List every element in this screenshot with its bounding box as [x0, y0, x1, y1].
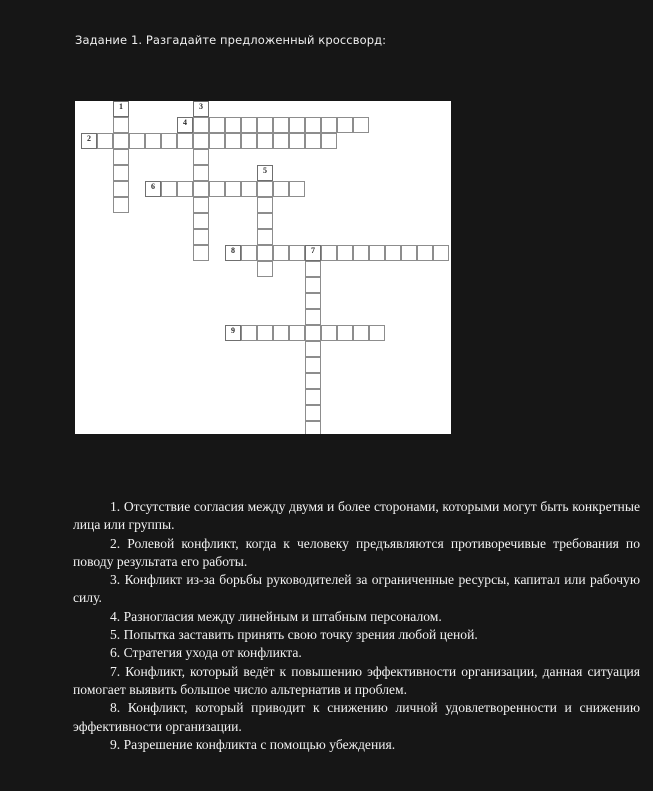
crossword-cell[interactable] [193, 213, 209, 229]
crossword-cell[interactable] [257, 197, 273, 213]
crossword-cell[interactable] [305, 245, 321, 261]
crossword-cell[interactable] [321, 133, 337, 149]
crossword-cell[interactable] [257, 117, 273, 133]
crossword-cell[interactable] [193, 117, 209, 133]
crossword-cell[interactable] [81, 133, 97, 149]
crossword-cell[interactable] [305, 325, 321, 341]
crossword-cell[interactable] [257, 181, 273, 197]
crossword-cell[interactable] [273, 325, 289, 341]
crossword-cell[interactable] [241, 245, 257, 261]
crossword-cell[interactable] [289, 325, 305, 341]
clue-item: 2. Ролевой конфликт, когда к человеку предъявляются противоречивые требования по поводу результата его работы. [73, 535, 640, 569]
clue-item: 9. Разрешение конфликта с помощью убеждения. [110, 736, 396, 752]
crossword-cell[interactable] [353, 117, 369, 133]
crossword-cell[interactable] [321, 245, 337, 261]
crossword-cell[interactable] [129, 133, 145, 149]
crossword-cell[interactable] [305, 405, 321, 421]
crossword-cell[interactable] [305, 117, 321, 133]
crossword-cell[interactable] [161, 181, 177, 197]
clue-list [73, 498, 640, 754]
crossword-cell[interactable] [305, 421, 321, 434]
crossword-cell[interactable] [305, 341, 321, 357]
crossword-cell[interactable] [225, 245, 241, 261]
crossword-cell[interactable] [241, 133, 257, 149]
crossword-cell[interactable] [305, 389, 321, 405]
clue-item: 4. Разногласия между линейным и штабным персоналом. [110, 608, 442, 624]
crossword-cell[interactable] [257, 213, 273, 229]
crossword-cell[interactable] [97, 133, 113, 149]
crossword-cell[interactable] [145, 181, 161, 197]
crossword-cell[interactable] [305, 277, 321, 293]
crossword-cell[interactable] [241, 181, 257, 197]
crossword-cell[interactable] [305, 357, 321, 373]
page-title: Задание 1. Разгадайте предложенный кроссворд: [75, 33, 387, 47]
crossword-clue-number: 6 [151, 181, 155, 191]
crossword-cell[interactable] [225, 117, 241, 133]
crossword-cell[interactable] [193, 229, 209, 245]
crossword-clue-number: 1 [119, 101, 123, 111]
crossword-clue-number: 9 [231, 325, 235, 335]
crossword-cell[interactable] [177, 133, 193, 149]
crossword-cell[interactable] [289, 117, 305, 133]
crossword-cell[interactable] [369, 245, 385, 261]
crossword-cell[interactable] [257, 165, 273, 181]
crossword-cell[interactable] [241, 325, 257, 341]
crossword-image [75, 101, 451, 434]
crossword-clue-number: 3 [199, 101, 203, 111]
crossword-cell[interactable] [337, 325, 353, 341]
crossword-cell[interactable] [305, 133, 321, 149]
crossword-cell[interactable] [337, 245, 353, 261]
crossword-cell[interactable] [433, 245, 449, 261]
crossword-cell[interactable] [113, 117, 129, 133]
crossword-cell[interactable] [385, 245, 401, 261]
crossword-cell[interactable] [305, 293, 321, 309]
crossword-cell[interactable] [113, 133, 129, 149]
crossword-cell[interactable] [241, 117, 257, 133]
crossword-cell[interactable] [289, 181, 305, 197]
crossword-cell[interactable] [337, 117, 353, 133]
crossword-cell[interactable] [113, 197, 129, 213]
crossword-cell[interactable] [353, 325, 369, 341]
crossword-cell[interactable] [145, 133, 161, 149]
crossword-clue-number: 7 [311, 245, 315, 255]
crossword-cell[interactable] [209, 133, 225, 149]
crossword-cell[interactable] [353, 245, 369, 261]
crossword-cell[interactable] [305, 261, 321, 277]
crossword-cell[interactable] [209, 117, 225, 133]
crossword-cell[interactable] [193, 101, 209, 117]
crossword-cell[interactable] [225, 133, 241, 149]
crossword-cell[interactable] [289, 133, 305, 149]
crossword-cell[interactable] [209, 181, 225, 197]
crossword-cell[interactable] [321, 117, 337, 133]
crossword-cell[interactable] [273, 117, 289, 133]
crossword-cell[interactable] [193, 181, 209, 197]
crossword-cell[interactable] [257, 133, 273, 149]
crossword-cell[interactable] [193, 245, 209, 261]
crossword-cell[interactable] [113, 149, 129, 165]
crossword-clue-number: 4 [183, 117, 187, 127]
crossword-cell[interactable] [257, 229, 273, 245]
clue-item: 5. Попытка заставить принять свою точку зрения любой ценой. [110, 627, 478, 643]
crossword-clue-number: 5 [263, 165, 267, 175]
crossword-cell[interactable] [225, 181, 241, 197]
clue-item: 8. Конфликт, который приводит к снижению личной удовлетворенности и снижению эффективности организации. [73, 700, 640, 734]
crossword-cell[interactable] [273, 133, 289, 149]
clue-item: 6. Стратегия ухода от конфликта. [110, 645, 302, 661]
crossword-grid [75, 101, 451, 434]
crossword-cell[interactable] [193, 165, 209, 181]
crossword-cell[interactable] [161, 133, 177, 149]
crossword-cell[interactable] [273, 181, 289, 197]
crossword-cell[interactable] [113, 101, 129, 117]
clue-item: 1. Отсутствие согласия между двумя и более сторонами, которыми могут быть конкретные лица или группы. [73, 499, 640, 533]
crossword-cell[interactable] [369, 325, 385, 341]
crossword-cell[interactable] [225, 325, 241, 341]
crossword-cell[interactable] [257, 261, 273, 277]
crossword-cell[interactable] [257, 325, 273, 341]
crossword-clue-number: 2 [87, 133, 91, 143]
crossword-cell[interactable] [113, 181, 129, 197]
clue-item: 3. Конфликт из-за борьбы руководителей за ограниченные ресурсы, капитал или рабочую силу. [73, 572, 640, 606]
crossword-cell[interactable] [305, 309, 321, 325]
crossword-cell[interactable] [113, 165, 129, 181]
crossword-cell[interactable] [401, 245, 417, 261]
crossword-cell[interactable] [321, 325, 337, 341]
crossword-cell[interactable] [257, 245, 273, 261]
crossword-cell[interactable] [193, 133, 209, 149]
crossword-cell[interactable] [273, 245, 289, 261]
crossword-cell[interactable] [177, 181, 193, 197]
crossword-cell[interactable] [193, 197, 209, 213]
clue-item: 7. Конфликт, который ведёт к повышению эффективности организации, данная ситуация помогает выявить большое число альтернатив и проблем. [73, 663, 640, 697]
crossword-cell[interactable] [305, 373, 321, 389]
crossword-cell[interactable] [193, 149, 209, 165]
crossword-cell[interactable] [289, 245, 305, 261]
crossword-cell[interactable] [417, 245, 433, 261]
crossword-cell[interactable] [177, 117, 193, 133]
crossword-clue-number: 8 [231, 245, 235, 255]
